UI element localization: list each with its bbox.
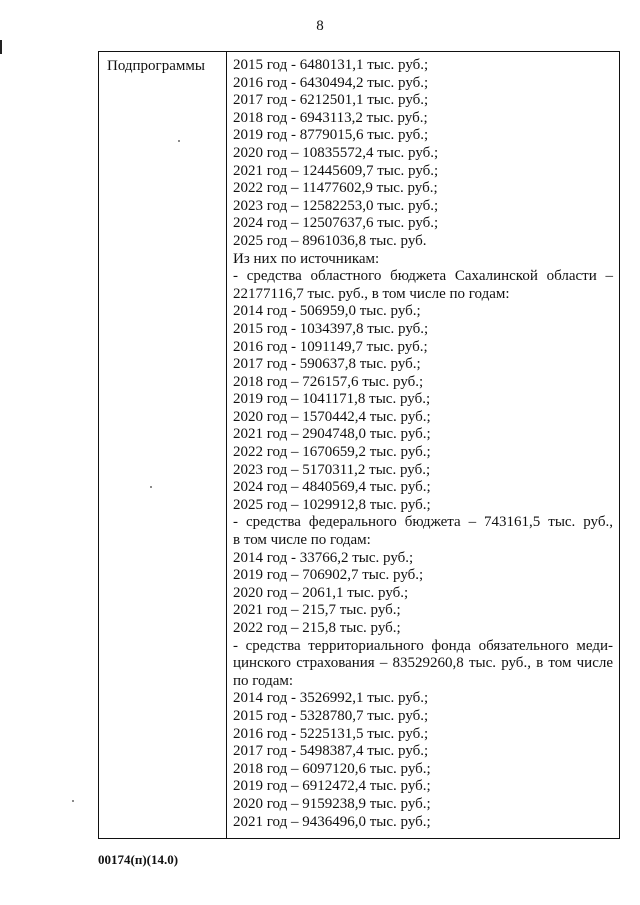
table-label: Подпрограммы bbox=[107, 58, 205, 74]
content-line: - средства территориального фонда обязательного меди- bbox=[233, 637, 613, 654]
scan-speck bbox=[178, 140, 180, 142]
scan-edge-mark bbox=[0, 40, 2, 54]
content-line: 2019 год – 1041171,8 тыс. руб.; bbox=[233, 391, 431, 408]
content-line: 2020 год – 2061,1 тыс. руб.; bbox=[233, 584, 409, 601]
content-line: 2014 год - 506959,0 тыс. руб.; bbox=[233, 303, 421, 320]
content-line: 2017 год - 5498387,4 тыс. руб.; bbox=[233, 743, 429, 760]
content-line: 22177116,7 тыс. руб., в том числе по годам: bbox=[233, 285, 510, 302]
scan-speck bbox=[150, 486, 152, 488]
content-line: 2019 год – 6912472,4 тыс. руб.; bbox=[233, 778, 431, 795]
content-line: 2017 год - 6212501,1 тыс. руб.; bbox=[233, 92, 429, 109]
content-line: 2016 год - 1091149,7 тыс. руб.; bbox=[233, 338, 428, 355]
subprograms-table bbox=[98, 51, 620, 839]
content-line: 2020 год – 10835572,4 тыс. руб.; bbox=[233, 144, 439, 161]
content-line: в том числе по годам: bbox=[233, 532, 371, 549]
content-line: 2025 год – 8961036,8 тыс. руб. bbox=[233, 232, 427, 249]
content-line: - средства федерального бюджета – 743161,5 тыс. руб., bbox=[233, 514, 613, 531]
content-line: 2019 год – 706902,7 тыс. руб.; bbox=[233, 567, 424, 584]
content-line: 2015 год - 6480131,1 тыс. руб.; bbox=[233, 57, 429, 73]
content-line: - средства областного бюджета Сахалинской области – bbox=[233, 268, 613, 285]
table-content-cell bbox=[227, 52, 619, 838]
content-line: 2021 год – 2904748,0 тыс. руб.; bbox=[233, 426, 431, 443]
content-line: 2018 год – 726157,6 тыс. руб.; bbox=[233, 373, 424, 390]
page-number: 8 bbox=[316, 18, 324, 34]
content-line: 2022 год – 1670659,2 тыс. руб.; bbox=[233, 444, 431, 461]
content-line: 2018 год – 6097120,6 тыс. руб.; bbox=[233, 760, 431, 777]
content-line: 2019 год - 8779015,6 тыс. руб.; bbox=[233, 127, 429, 144]
content-line: 2021 год – 12445609,7 тыс. руб.; bbox=[233, 162, 439, 179]
content-line: 2024 год – 4840569,4 тыс. руб.; bbox=[233, 479, 431, 496]
content-line: 2022 год – 215,8 тыс. руб.; bbox=[233, 620, 401, 636]
content-line: 2025 год – 1029912,8 тыс. руб.; bbox=[233, 496, 431, 513]
content-line: 2017 год - 590637,8 тыс. руб.; bbox=[233, 356, 421, 373]
content-line: 2015 год - 1034397,8 тыс. руб.; bbox=[233, 320, 429, 337]
document-code: 00174(п)(14.0) bbox=[98, 852, 179, 867]
content-line: 2018 год - 6943113,2 тыс. руб.; bbox=[233, 109, 428, 126]
content-line: 2014 год - 3526992,1 тыс. руб.; bbox=[233, 690, 429, 707]
content-line: 2022 год – 11477602,9 тыс. руб.; bbox=[233, 180, 438, 197]
content-line: 2021 год – 9436496,0 тыс. руб.; bbox=[233, 813, 431, 830]
content-line: Из них по источникам: bbox=[233, 250, 380, 267]
content-line: 2014 год - 33766,2 тыс. руб.; bbox=[233, 549, 414, 566]
content-line: цинского страхования – 83529260,8 тыс. руб., в том числе bbox=[233, 655, 613, 672]
content-line: 2021 год – 215,7 тыс. руб.; bbox=[233, 602, 401, 619]
content-line: по годам: bbox=[233, 672, 294, 689]
content-line: 2020 год – 9159238,9 тыс. руб.; bbox=[233, 795, 431, 812]
table-label-cell bbox=[99, 52, 227, 838]
content-line: 2020 год – 1570442,4 тыс. руб.; bbox=[233, 408, 431, 425]
content-line: 2023 год – 12582253,0 тыс. руб.; bbox=[233, 197, 439, 214]
content-line: 2024 год – 12507637,6 тыс. руб.; bbox=[233, 215, 439, 232]
content-line: 2023 год – 5170311,2 тыс. руб.; bbox=[233, 461, 431, 478]
scan-speck bbox=[72, 800, 74, 802]
content-line: 2015 год - 5328780,7 тыс. руб.; bbox=[233, 707, 429, 724]
content-line: 2016 год - 5225131,5 тыс. руб.; bbox=[233, 725, 429, 742]
content-line: 2016 год - 6430494,2 тыс. руб.; bbox=[233, 74, 429, 91]
